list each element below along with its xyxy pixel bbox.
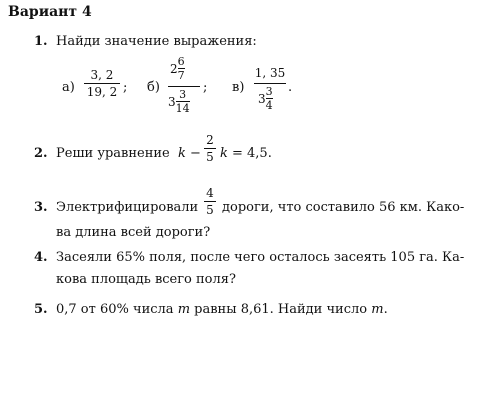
problem-3-text-before: Электрифицировали <box>56 200 199 215</box>
problem-1b-bottom-mixed <box>168 89 190 114</box>
problem-1c-bottom-whole: 3 <box>258 91 266 106</box>
problem-1a-denominator: 19, 2 <box>86 85 118 99</box>
problem-5-line <box>56 302 388 317</box>
problem-3-fraction <box>204 186 216 217</box>
problem-1b-top-mixed <box>170 56 185 81</box>
problem-3-text-after: дороги, что составило 56 км. Како- <box>222 200 465 215</box>
problem-1c-bottom-mixed <box>258 86 273 111</box>
variable-k: k <box>220 146 228 161</box>
problem-1b-bottom-denominator: 14 <box>175 102 190 115</box>
variable-k: k <box>178 146 186 161</box>
problem-3-numerator: 4 <box>206 186 214 200</box>
problem-1c-bottom-numerator: 3 <box>265 85 273 98</box>
problem-5-part-1: 0,7 от 60% числа <box>56 302 174 317</box>
problem-1b-top-fraction <box>178 56 185 81</box>
problem-2-fraction <box>204 133 216 164</box>
problem-2-text: Реши уравнение <box>56 146 170 161</box>
variable-m: m <box>177 302 191 317</box>
problem-1b-top-denominator: 7 <box>177 69 185 82</box>
problem-5-number: 5. <box>34 302 48 317</box>
problem-3-number: 3. <box>34 200 48 215</box>
problem-1b-bottom-whole: 3 <box>168 94 176 109</box>
minus-sign: − <box>190 146 201 161</box>
problem-1a-label: а) <box>62 80 75 95</box>
problem-1-text: Найди значение выражения: <box>56 34 257 49</box>
problem-1b-label: б) <box>147 80 160 95</box>
problem-1c-separator: . <box>288 80 293 95</box>
main-fraction-bar <box>254 83 286 84</box>
problem-1c-numerator: 1, 35 <box>254 66 286 80</box>
problem-1a-numerator: 3, 2 <box>90 68 114 82</box>
problem-3-denominator: 5 <box>206 203 214 217</box>
problem-1b-top-whole: 2 <box>170 61 178 76</box>
variable-m: m <box>371 302 384 317</box>
problem-1b-complex-fraction <box>168 56 200 122</box>
problem-1a-separator: ; <box>123 80 128 95</box>
problem-2-numerator: 2 <box>206 133 214 147</box>
problem-1b-bottom-fraction <box>176 89 190 114</box>
page-title: Вариант 4 <box>8 4 92 20</box>
problem-1-number: 1. <box>34 34 48 49</box>
problem-5-end: . <box>383 302 388 317</box>
fraction-bar <box>204 201 216 202</box>
problem-1c-bottom-denominator: 4 <box>265 99 273 112</box>
problem-1c-bottom-fraction <box>266 86 273 111</box>
problem-4-number: 4. <box>34 250 48 265</box>
main-fraction-bar <box>168 86 200 87</box>
problem-2-denominator: 5 <box>206 150 214 164</box>
problem-5-part-2: равны 8,61. Найди число <box>194 302 368 317</box>
problem-1a-fraction <box>84 68 120 99</box>
problem-1b-bottom-numerator: 3 <box>179 88 187 101</box>
fraction-bar <box>84 83 120 84</box>
problem-1b-top-numerator: 6 <box>177 55 185 68</box>
problem-4-line-1: Засеяли 65% поля, после чего осталось засеять 105 га. Ка- <box>56 250 465 265</box>
problem-1b-separator: ; <box>203 80 208 95</box>
problem-1c-complex-fraction <box>254 66 286 120</box>
problem-4-line-2: кова площадь всего поля? <box>56 272 236 287</box>
problem-2-equation-end: = 4,5. <box>232 146 272 161</box>
problem-2-number: 2. <box>34 146 48 161</box>
fraction-bar <box>204 148 216 149</box>
problem-3-line-2: ва длина всей дороги? <box>56 225 211 240</box>
problem-1c-label: в) <box>232 80 245 95</box>
